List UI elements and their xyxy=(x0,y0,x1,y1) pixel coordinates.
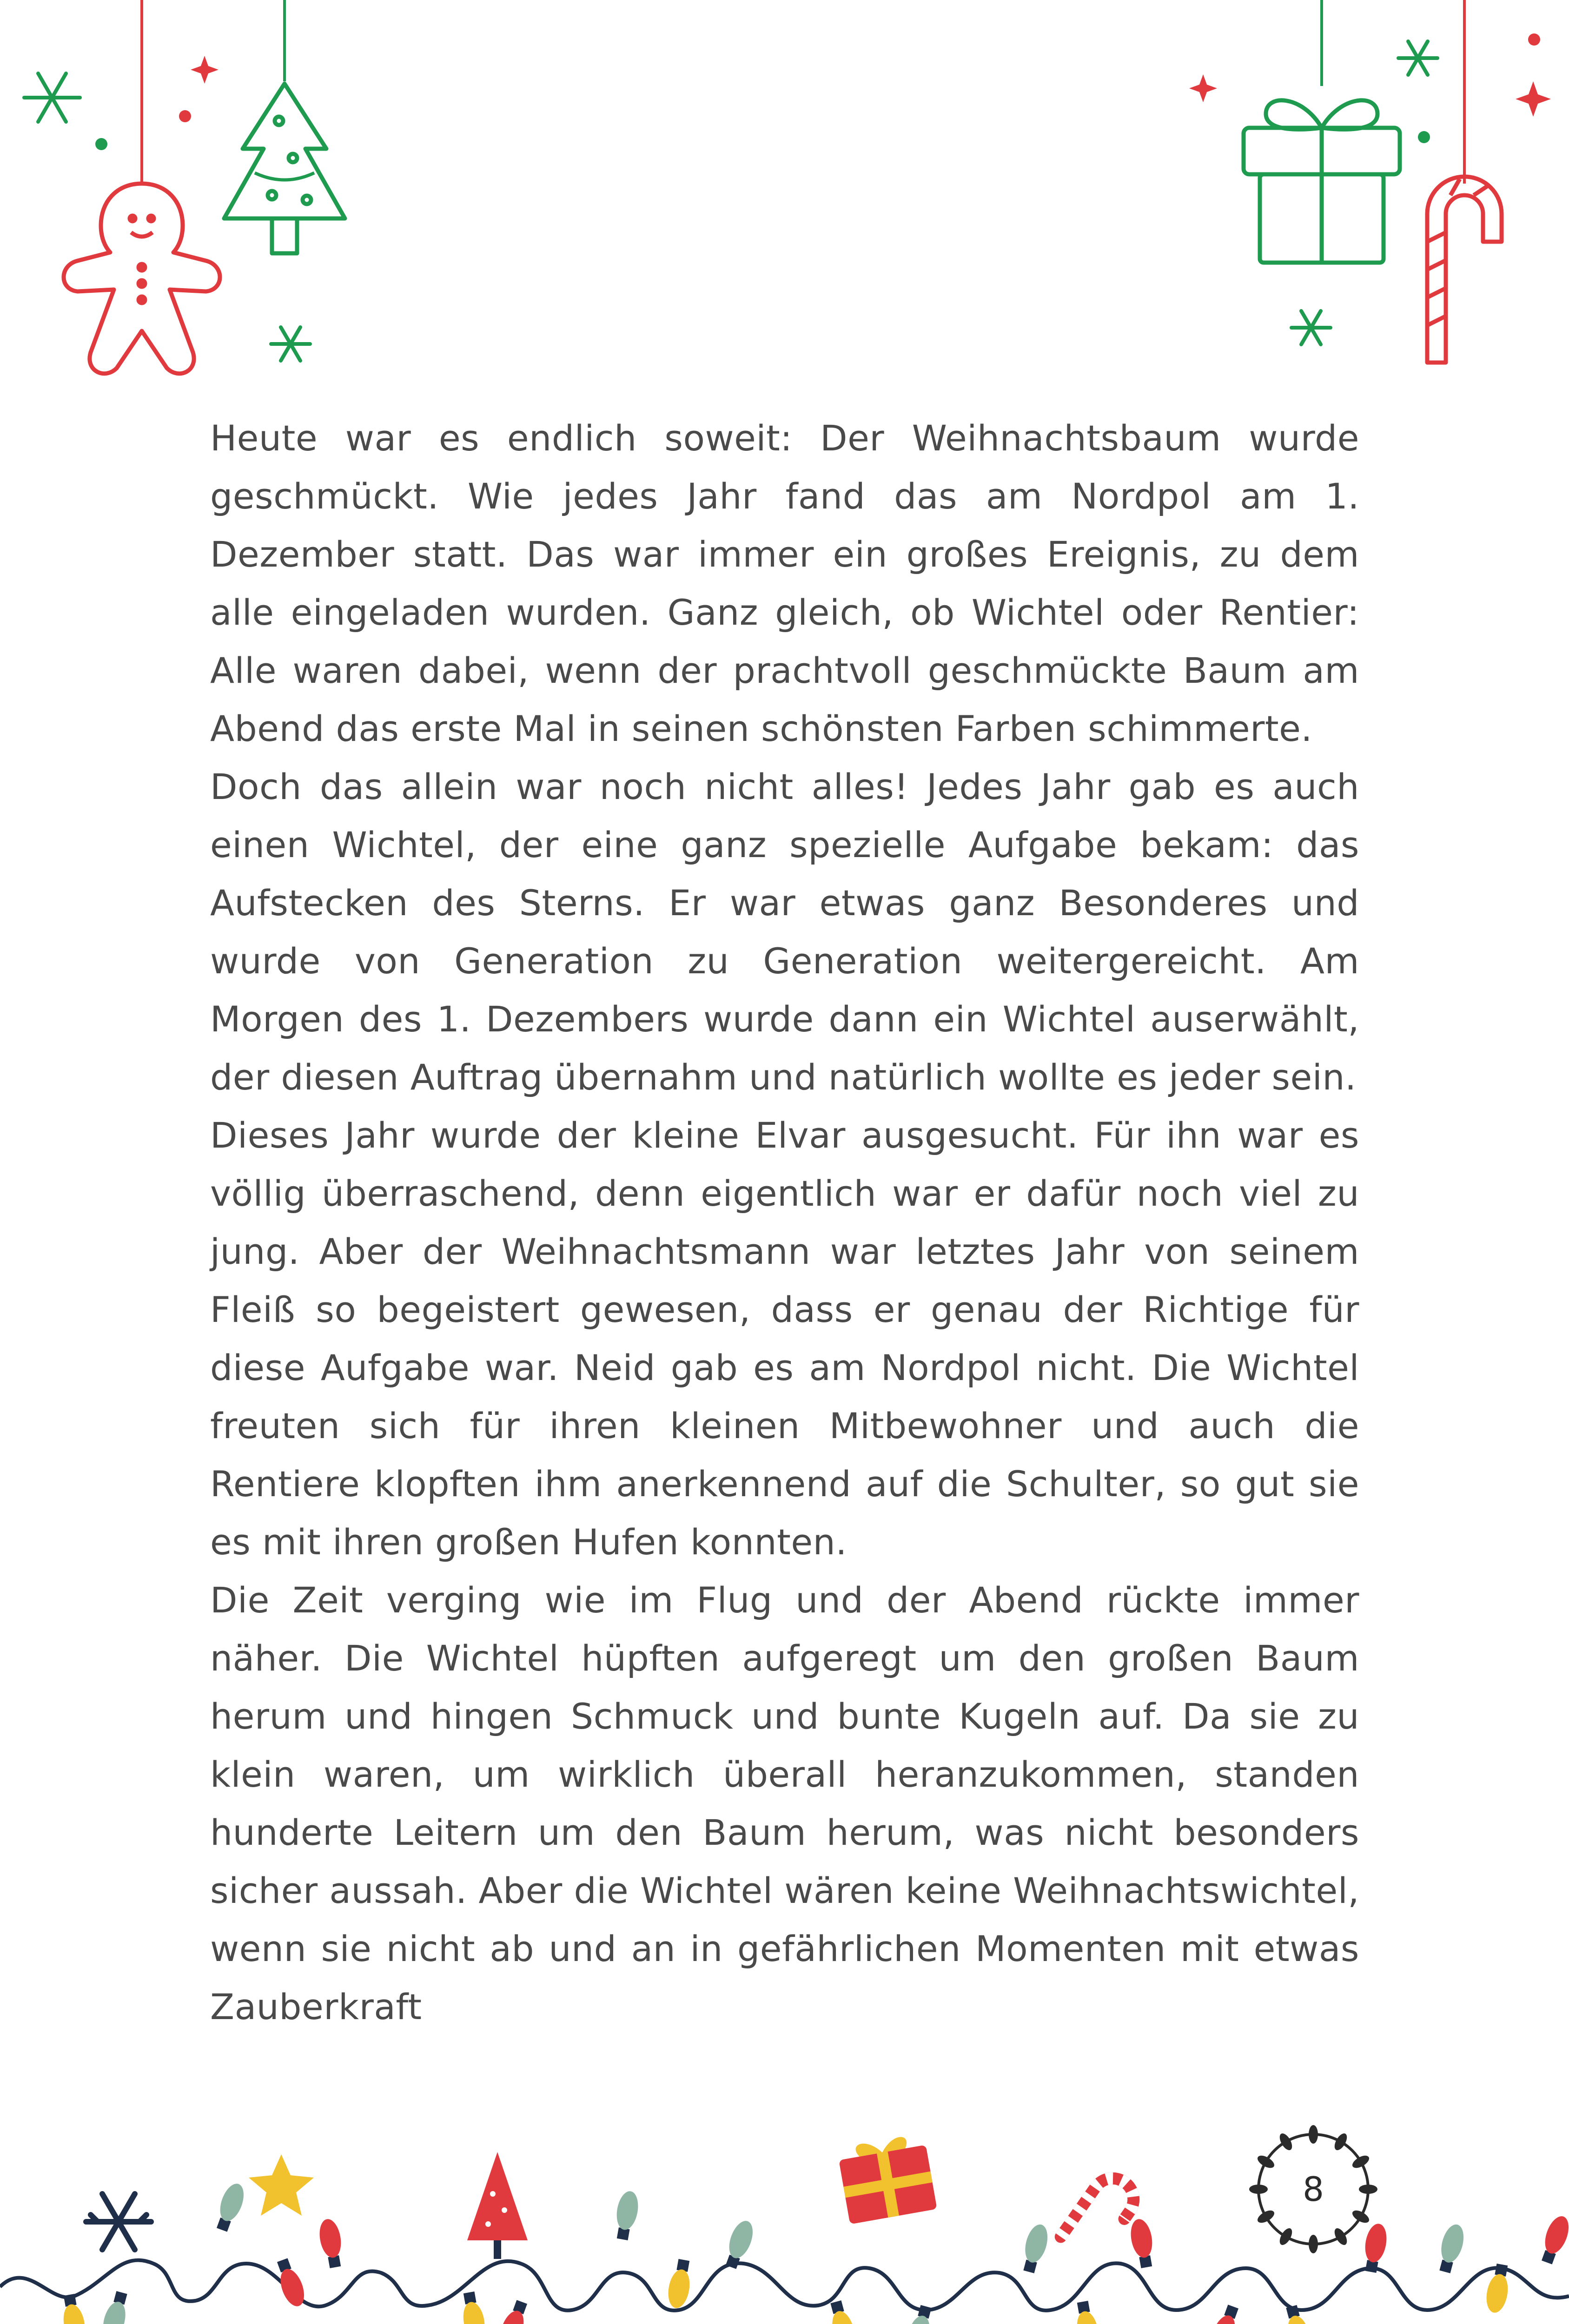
page-number xyxy=(1251,2126,1376,2252)
page-number-text: 8 xyxy=(1303,2170,1324,2209)
story-paragraph: Heute war es endlich soweit: Der Weihnachtsbaum wurde geschmückt. Wie jedes Jahr fand das am Nordpol am 1. Dezember statt. Das war immer ein großes Ereignis, zu dem alle eingeladen wurden. Ganz gleich, ob Wichtel oder Rentier: Alle waren dabei, wenn der prachtvoll geschmückte Baum am Abend das erste Mal in seinen schönsten Farben schimmerte. xyxy=(210,417,1359,749)
top-decoration xyxy=(0,0,1569,381)
gift-icon xyxy=(837,2133,937,2225)
gingerbread-ornament-icon xyxy=(64,184,220,374)
candy-cane-icon xyxy=(1061,2170,1142,2261)
tree-icon xyxy=(467,2152,528,2259)
light-string-icon xyxy=(0,2260,1569,2311)
story-paragraph: Dieses Jahr wurde der kleine Elvar ausgesucht. Für ihn war es völlig überraschend, denn eigentlich war er dafür noch viel zu jung. Aber der Weihnachtsmann war letztes Jahr von seinem Fleiß so begeistert gewesen, dass er genau der Richtige für diese Aufgabe war. Neid gab es am Nordpol nicht. Die Wichtel freuten sich für ihren kleinen Mitbewohner und auch die Rentiere klopften ihm anerkennend auf die Schulter, so gut sie es mit ihren großen Hufen konnten. xyxy=(210,1115,1359,1563)
christmas-tree-ornament-icon xyxy=(224,84,345,253)
candy-cane-ornament-icon xyxy=(1427,177,1502,363)
gingerbread-icon xyxy=(150,2312,299,2324)
story-paragraph: Doch das allein war noch nicht alles! Jedes Jahr gab es auch einen Wichtel, der eine ganz spezielle Aufgabe bekam: das Aufstecken des Sterns. Er war etwas ganz Besonderes und wurde von Generation zu Generation weitergereicht. Am Morgen des 1. Dezembers wurde dann ein Wichtel auserwählt, der diesen Auftrag übernahm und natürlich wollte es jeder sein. xyxy=(210,766,1359,1098)
star-icon xyxy=(249,2154,314,2216)
story-text xyxy=(210,409,1359,2036)
gift-ornament-icon xyxy=(1244,100,1400,263)
story-paragraph: Die Zeit verging wie im Flug und der Abend rückte immer näher. Die Wichtel hüpften aufgeregt um den großen Baum herum und hingen Schmuck und bunte Kugeln auf. Da sie zu klein waren, um wirklich überall heranzukommen, standen hunderte Leitern um den Baum herum, was nicht besonders sicher aussah. Aber die Wichtel wären keine Weihnachtswichtel, wenn sie nicht ab und an in gefährlichen Momenten mit etwas Zauberkraft xyxy=(210,1579,1359,2027)
snowflake-icon xyxy=(86,2194,151,2250)
